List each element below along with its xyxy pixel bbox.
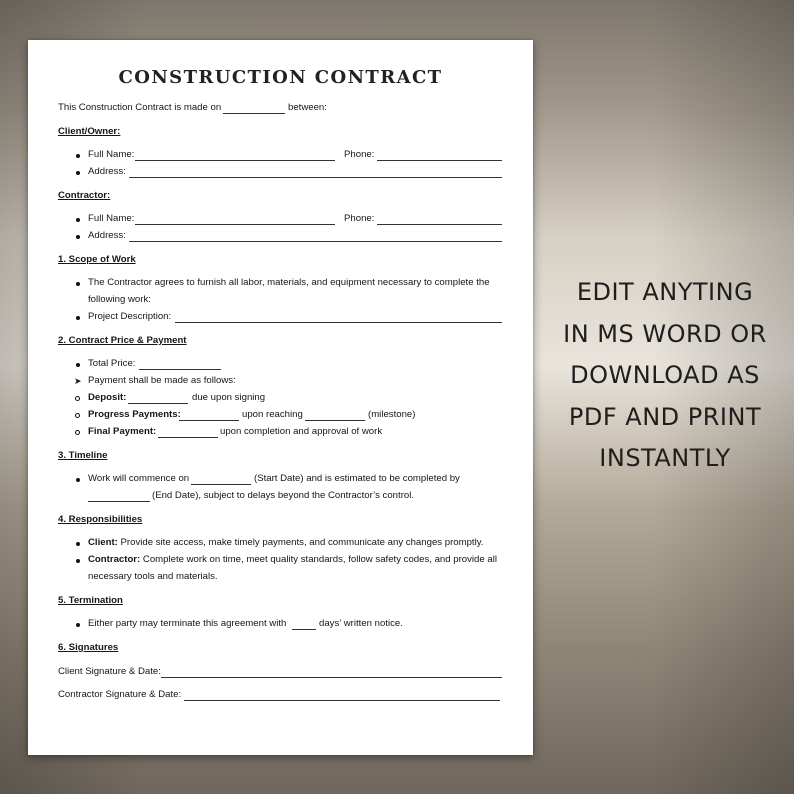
final-payment-blank: [158, 437, 218, 438]
bullet: [76, 478, 80, 482]
milestone-blank: [305, 420, 365, 421]
bullet: [76, 218, 80, 222]
client-phone-blank: [377, 160, 502, 161]
bullet: [76, 542, 80, 546]
scope-text-line1: The Contractor agrees to furnish all labor, materials, and equipment necessary to complete the: [88, 277, 490, 288]
bullet: [76, 623, 80, 627]
promo-line: INSTANTLY: [599, 444, 731, 472]
timeline-after: (End Date), subject to delays beyond the Contractor’s control.: [152, 490, 415, 501]
project-description-label: Project Description:: [88, 311, 172, 322]
responsibilities-heading: 4. Responsibilities: [58, 514, 143, 525]
total-price-blank: [139, 369, 221, 370]
promo-line: PDF AND PRINT: [568, 402, 762, 431]
progress-after: (milestone): [368, 409, 416, 420]
client-name-blank: [135, 160, 335, 161]
client-signature-label: Client Signature & Date:: [58, 666, 161, 677]
start-date-blank: [191, 484, 251, 485]
deposit-label: Deposit:: [88, 392, 127, 403]
circle-bullet: [75, 413, 80, 418]
deposit-blank: [128, 403, 188, 404]
end-date-blank: [88, 501, 150, 502]
progress-label: Progress Payments:: [88, 409, 181, 420]
final-payment-after: upon completion and approval of work: [220, 426, 383, 437]
contractor-phone-label: Phone:: [344, 213, 375, 224]
payment-made-label: Payment shall be made as follows:: [88, 375, 236, 386]
bullet: [76, 363, 80, 367]
client-phone-label: Phone:: [344, 149, 375, 160]
contractor-responsibility: Contractor: Complete work on time, meet quality standards, follow safety codes, and provide all: [88, 554, 497, 565]
bullet: [76, 282, 80, 286]
contractor-name-blank: [135, 224, 335, 225]
contract-date-blank: [223, 113, 285, 114]
contractor-signature-label: Contractor Signature & Date:: [58, 689, 182, 700]
timeline-before: Work will commence on: [88, 473, 190, 484]
arrow-bullet-icon: ➤: [74, 376, 82, 386]
contractor-name-label: Full Name:: [88, 213, 135, 224]
progress-mid: upon reaching: [242, 409, 303, 420]
project-description-blank: [175, 322, 502, 323]
contractor-responsibility-line2: necessary tools and materials.: [88, 571, 218, 582]
intro-text: This Construction Contract is made on: [58, 102, 222, 113]
signatures-heading: 6. Signatures: [58, 642, 119, 653]
bullet: [76, 235, 80, 239]
bullet: [76, 316, 80, 320]
contract-document: [28, 40, 533, 755]
deposit-after: due upon signing: [192, 392, 266, 403]
promo-text: [548, 272, 782, 480]
client-name-label: Full Name:: [88, 149, 135, 160]
promo-line: IN MS WORD OR: [563, 319, 767, 348]
contractor-phone-blank: [377, 224, 502, 225]
client-signature-blank: [161, 677, 502, 678]
client-heading: Client/Owner:: [58, 126, 121, 137]
promo-line: DOWNLOAD AS: [570, 361, 760, 389]
promo-line: EDIT ANYTING: [576, 278, 754, 306]
contractor-address-label: Address:: [88, 230, 126, 241]
scope-heading: 1. Scope of Work: [58, 254, 136, 265]
final-payment-label: Final Payment:: [88, 426, 157, 437]
termination-after: days’ written notice.: [319, 618, 403, 629]
termination-before: Either party may terminate this agreement with: [88, 618, 287, 629]
contractor-heading: Contractor:: [58, 190, 111, 201]
client-address-blank: [129, 177, 502, 178]
termination-heading: 5. Termination: [58, 595, 123, 606]
circle-bullet: [75, 430, 80, 435]
contractor-address-blank: [129, 241, 502, 242]
timeline-heading: 3. Timeline: [58, 450, 108, 461]
contractor-signature-blank: [184, 700, 500, 701]
progress-blank: [179, 420, 239, 421]
bullet: [76, 171, 80, 175]
notice-days-blank: [292, 629, 316, 630]
timeline-mid: (Start Date) and is estimated to be completed by: [254, 473, 460, 484]
intro-between: between:: [288, 102, 327, 113]
client-responsibility: Client: Provide site access, make timely payments, and communicate any changes promptly.: [88, 537, 484, 548]
scope-text-line2: following work:: [88, 294, 151, 305]
payment-heading: 2. Contract Price & Payment: [58, 335, 187, 346]
circle-bullet: [75, 396, 80, 401]
total-price-label: Total Price:: [88, 358, 136, 369]
bullet: [76, 559, 80, 563]
contract-title: CONSTRUCTION CONTRACT: [118, 67, 443, 88]
client-address-label: Address:: [88, 166, 126, 177]
bullet: [76, 154, 80, 158]
